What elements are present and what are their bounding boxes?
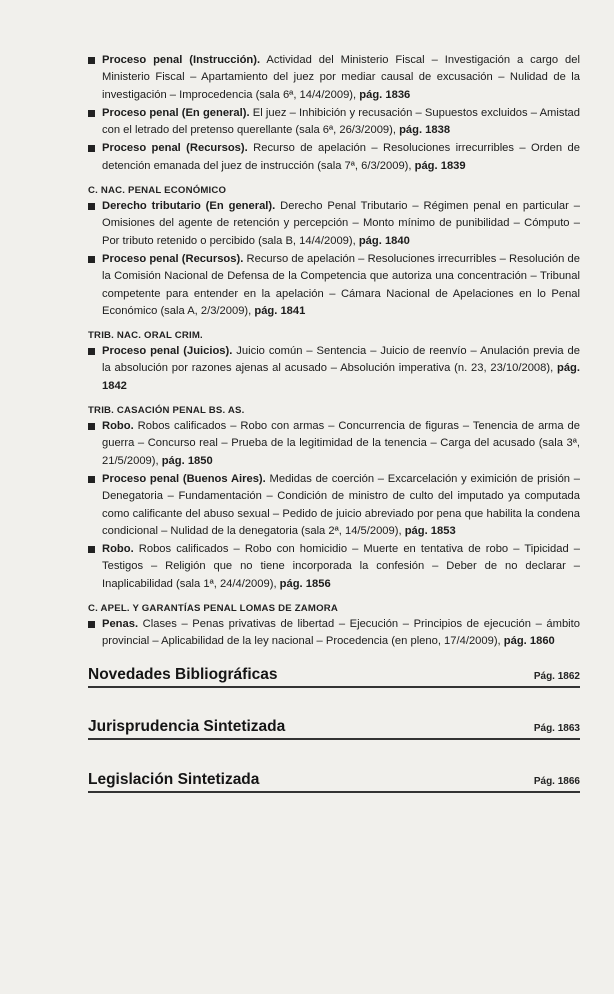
toc-row-jurisprudencia: [88, 718, 580, 740]
case-summary-text: Derecho Penal Tributario – Régimen penal en particular – Omisiones del agente de retención y percepción – Monto mínimo de punibilidad – Cómputo – Por tributo retenido o percibido (sala B, 14/4/2009),: [102, 200, 580, 247]
toc-row-legislacion: [88, 771, 580, 793]
page-reference: pág. 1836: [359, 88, 411, 101]
case-topic: Proceso penal (Recursos).: [102, 142, 248, 155]
case-entry: [88, 343, 580, 395]
square-bullet-icon: [88, 110, 95, 117]
page-reference: pág. 1842: [102, 362, 580, 392]
case-entry: [88, 105, 580, 140]
case-entry: [88, 541, 580, 593]
case-topic: Proceso penal (En general).: [102, 106, 250, 119]
case-summary-text: Clases – Penas privativas de libertad – Ejecución – Principios de ejecución – ámbito provincial – Aplicabilidad de la ley nacional – Procedencia (en pleno, 17/4/2009),: [102, 618, 580, 648]
case-topic: Proceso penal (Buenos Aires).: [102, 472, 266, 485]
case-summary-text: Robos calificados – Robo con homicidio – Muerte en tentativa de robo – Tipicidad – Testigos – Religión que no tiene incorporada la confesión – Deber de no declarar – Inaplicabilidad (sala 1ª, 24/4/2009),: [102, 543, 580, 590]
case-topic: Proceso penal (Juicios).: [102, 345, 233, 358]
case-summary-text: Recurso de apelación – Resoluciones irrecurribles – Orden de detención emanada del juez de instrucción (sala 7ª, 6/3/2009),: [102, 142, 580, 172]
page-reference: pág. 1840: [358, 234, 410, 247]
case-summary-text: Recurso de apelación – Resoluciones irrecurribles – Resolución de la Comisión Nacional de Defensa de la Competencia que autoriza una concentración – Tribunal competente para entender en la apelación – Cámara Nacional de Apelaciones en lo Penal Económico (sala A, 2/3/2009),: [102, 252, 580, 317]
toc-title: Jurisprudencia Sintetizada: [88, 718, 286, 735]
toc-page-number: Pág. 1866: [533, 776, 580, 787]
square-bullet-icon: [88, 348, 95, 355]
page-reference: pág. 1838: [399, 124, 451, 137]
case-entry: [88, 418, 580, 470]
toc-title: Novedades Bibliográficas: [88, 666, 278, 683]
case-summary-text: Actividad del Ministerio Fiscal – Investigación a cargo del Ministerio Fiscal – Apartamiento del juez por mediar causal de excusación – Nulidad de la investigación – Improcedencia (sala 6ª, 14/4/2009),: [102, 54, 580, 101]
page-reference: pág. 1853: [404, 524, 456, 537]
square-bullet-icon: [88, 57, 95, 64]
page-reference: pág. 1850: [161, 454, 213, 467]
page-reference: pág. 1841: [254, 304, 306, 317]
case-entry: [88, 140, 580, 175]
case-topic: Robo.: [102, 543, 134, 556]
toc-row-bibliografia: [88, 666, 580, 688]
case-entry: [88, 616, 580, 651]
square-bullet-icon: [88, 145, 95, 152]
page-reference: pág. 1860: [503, 635, 555, 648]
toc-page-number: Pág. 1863: [533, 723, 580, 734]
court-section-heading: C. APEL. Y GARANTÍAS PENAL LOMAS DE ZAMORA: [88, 603, 339, 615]
case-summaries: [88, 52, 580, 652]
square-bullet-icon: [88, 256, 95, 263]
square-bullet-icon: [88, 203, 95, 210]
case-summary-text: El juez – Inhibición y recusación – Supuestos excluidos – Amistad con el letrado del pretenso querellante (sala 6ª, 26/3/2009),: [102, 106, 580, 137]
square-bullet-icon: [88, 546, 95, 553]
case-entry: [88, 471, 580, 540]
case-topic: Robo.: [102, 420, 134, 433]
page-reference: pág. 1839: [414, 159, 466, 172]
square-bullet-icon: [88, 476, 95, 483]
toc-page-number: Pág. 1862: [533, 671, 580, 682]
case-entry: [88, 251, 580, 320]
court-section-heading: C. NAC. PENAL ECONÓMICO: [88, 185, 227, 197]
case-summary-text: Robos calificados – Robo con armas – Concurrencia de figuras – Tenencia de arma de guerra – Concurso real – Prueba de la legitimidad de la tenencia – Carga del acusado (sala 3ª, 21/5/2009),: [102, 420, 580, 467]
case-summary-text: Medidas de coerción – Excarcelación y eximición de prisión – Denegatoria – Fundamentación – Condición de ministro de culto del imputado ya computada como calificante del abuso sexual – Pedido de juicio abreviado por pena que habilita la condena condicional – Nulidad de la denegatoria (sala 2ª, 14/5/2009),: [102, 472, 580, 537]
court-section-heading: TRIB. CASACIÓN PENAL BS. AS.: [88, 405, 245, 417]
case-topic: Derecho tributario (En general).: [102, 200, 276, 213]
case-topic: Proceso penal (Recursos).: [102, 252, 244, 265]
case-entry: [88, 198, 580, 250]
case-summary-text: Juicio común – Sentencia – Juicio de reenvío – Anulación previa de la absolución por razones ajenas al acusado – Absolución imperativa (n. 23, 23/10/2008),: [102, 345, 580, 375]
court-section-heading: TRIB. NAC. ORAL CRIM.: [88, 330, 203, 342]
square-bullet-icon: [88, 621, 95, 628]
case-topic: Proceso penal (Instrucción).: [102, 54, 261, 66]
square-bullet-icon: [88, 423, 95, 430]
page-reference: pág. 1856: [279, 577, 331, 590]
toc-title: Legislación Sintetizada: [88, 771, 260, 788]
case-entry: [88, 52, 580, 104]
case-topic: Penas.: [102, 618, 139, 631]
